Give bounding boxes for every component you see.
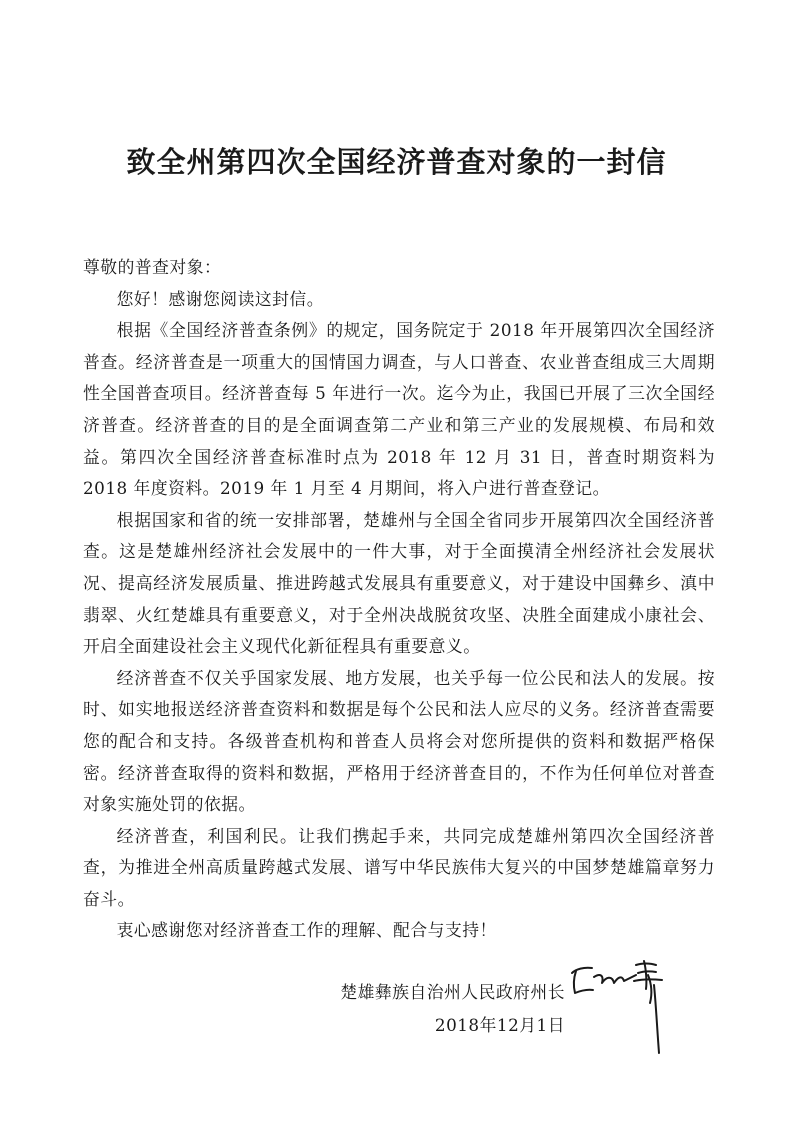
paragraph-chuxiong-significance: 根据国家和省的统一安排部署，楚雄州与全国全省同步开展第四次全国经济普查。这是楚雄州经济社会发展中的一件大事，对于全面摸清全州经济社会发展状况、提高经济发展质量、推进跨越式发展具有重要意义，对于建设中国彝乡、滇中翡翠、火红楚雄具有重要意义，对于全州决战脱贫攻坚、决胜全面建成小康社会、开启全面建设社会主义现代化新征程具有重要意义。 — [83, 509, 715, 657]
paragraph-greeting: 您好！感谢您阅读这封信。 — [116, 288, 324, 309]
signatory-title: 楚雄彝族自治州人民政府州长 — [340, 982, 565, 1002]
paragraph-thanks: 衷心感谢您对经济普查工作的理解、配合与支持！ — [116, 920, 497, 941]
paragraph-confidentiality: 经济普查不仅关乎国家发展、地方发展，也关乎每一位公民和法人的发展。按时、如实地报送经济普查资料和数据是每个公民和法人应尽的义务。经济普查需要您的配合和支持。各级普查机构和普查人员将会对您所提供的资料和数据严格保密。经济普查取得的资料和数据，严格用于经济普查目的，不作为任何单位对普查对象实施处罚的依据。 — [83, 667, 715, 815]
signature-block — [340, 976, 565, 1042]
paragraph-call-to-action: 经济普查，利国利民。让我们携起手来，共同完成楚雄州第四次全国经济普查，为推进全州高质量跨越式发展、谱写中华民族伟大复兴的中国梦楚雄篇章努力奋斗。 — [83, 825, 715, 909]
letter-date: 2018年12月1日 — [434, 1015, 565, 1035]
paragraph-census-regulation: 根据《全国经济普查条例》的规定，国务院定于 2018 年开展第四次全国经济普查。经济普查是一项重大的国情国力调查，与人口普查、农业普查组成三大周期性全国普查项目。经济普查每 5 年进行一次。迄今为止，我国已开展了三次全国经济普查。经济普查的目的是全面调查第二产业和第三产业的发展规模、布局和效益。第四次全国经济普查标准时点为 2018 年 12 月 31 日，普查时期资料为 2018 年度资料。2019 年 1 月至 4 月期间，将入户进行普查登记。 — [83, 320, 715, 499]
letter-title: 致全州第四次全国经济普查对象的一封信 — [126, 145, 667, 179]
letter-body — [83, 252, 715, 947]
handwritten-signature — [566, 955, 676, 1060]
salutation: 尊敬的普查对象： — [83, 257, 222, 277]
